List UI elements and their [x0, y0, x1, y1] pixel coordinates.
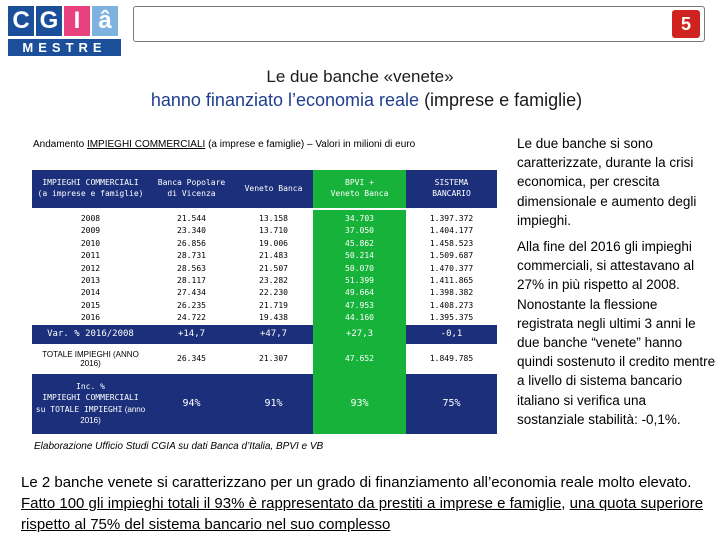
header-combined	[313, 170, 406, 208]
table-cell: 37.050	[345, 226, 374, 236]
table-cell: 21.719	[259, 300, 288, 310]
table-cell: 19.006	[259, 238, 288, 248]
slide-subtitle	[0, 90, 720, 111]
table-cell: 2012	[80, 263, 101, 273]
source-note: Elaborazione Ufficio Studi CGIA su dati Banca d’Italia, BPVI e VB	[34, 441, 324, 452]
header-veneto-banca	[234, 170, 313, 208]
combined-column	[313, 210, 406, 325]
table-cell: 26.235	[177, 300, 206, 310]
logo-letter-g: G	[36, 6, 62, 36]
incidence-veneto-banca: 91%	[234, 374, 313, 434]
logo-subtitle: MESTRE	[8, 39, 121, 56]
header-sistema	[406, 170, 497, 208]
totale-row	[32, 344, 497, 374]
subtitle-rest: (imprese e famiglie)	[419, 90, 583, 110]
caption-suffix: (a imprese e famiglie) – Valori in milioni di euro	[205, 139, 416, 150]
variation-sistema: -0,1	[406, 325, 497, 344]
header-label	[32, 170, 149, 208]
table-cell: 34.703	[345, 214, 374, 223]
table-cell: 2008	[80, 214, 101, 223]
table-cell: 23.340	[177, 226, 206, 236]
table-cell: 28.563	[177, 263, 206, 273]
table-data-row	[32, 210, 497, 325]
veneto-banca-column	[234, 210, 313, 325]
header-sistema-line2: BANCARIO	[432, 189, 471, 198]
table-cell: 1.411.865	[429, 276, 474, 286]
table-cell: 2011	[80, 251, 101, 261]
logo-letter-a: â	[92, 6, 118, 36]
header-bar	[133, 6, 705, 42]
table-cell: 1.458.523	[429, 238, 474, 248]
page-number-badge: 5	[672, 10, 700, 38]
table-cell: 13.710	[259, 226, 288, 236]
incidence-line3-small: (anno 2016)	[80, 404, 146, 425]
table-cell: 2010	[80, 238, 101, 248]
table-cell: 13.158	[259, 214, 288, 223]
table-cell: 1.404.177	[429, 226, 474, 236]
table-cell: 49.664	[345, 288, 374, 298]
table-cell: 24.722	[177, 313, 206, 323]
table-cell: 50.070	[345, 263, 374, 273]
header-veneto-banca-text: Veneto Banca	[244, 183, 303, 193]
totale-combined: 47.652	[313, 344, 406, 374]
table-cell: 23.282	[259, 276, 288, 286]
table-cell: 28.117	[177, 276, 206, 286]
variation-veneto-banca: +47,7	[234, 325, 313, 344]
incidence-line2: IMPIEGHI COMMERCIALI	[42, 393, 139, 403]
header-combined-line1: BPVI +	[345, 178, 374, 188]
table-cell: 21.507	[259, 263, 288, 273]
incidence-combined: 93%	[313, 374, 406, 434]
sistema-column	[406, 210, 497, 325]
table-cell: 2015	[80, 300, 101, 310]
logo-letter-c: C	[8, 6, 34, 36]
table-cell: 47.953	[345, 300, 374, 310]
table-cell: 21.483	[259, 251, 288, 261]
table-cell: 28.731	[177, 251, 206, 261]
variation-bpvi: +14,7	[149, 325, 234, 344]
bottom-part1: Le 2 banche venete si caratterizzano per un grado di finanziamento all’economia reale molto elevato.	[21, 474, 692, 491]
bpvi-column	[149, 210, 234, 325]
variation-label: Var. % 2016/2008	[32, 325, 149, 344]
table-cell: 1.398.382	[429, 288, 474, 298]
incidence-line3-main: su TOTALE IMPIEGHI	[35, 404, 123, 414]
years-column	[32, 210, 149, 325]
variation-combined: +27,3	[313, 325, 406, 344]
impieghi-table	[32, 170, 497, 434]
table-cell: 1.509.687	[429, 251, 474, 261]
totale-label: TOTALE IMPIEGHI (ANNO 2016)	[42, 349, 139, 368]
table-cell: 2016	[80, 313, 101, 323]
bottom-conclusion	[21, 472, 711, 535]
variation-row	[32, 325, 497, 344]
subtitle-highlight: hanno finanziato l’economia reale	[150, 90, 420, 110]
bottom-part4: una quota superiore rispetto al 75% del sistema bancario nel suo complesso	[21, 495, 704, 533]
header-bpvi-line1: Banca Popolare	[157, 178, 226, 188]
slide-title: Le due banche «venete»	[266, 67, 454, 86]
logo-letter-i: I	[64, 6, 90, 36]
totale-sistema: 1.849.785	[429, 354, 474, 364]
incidence-line1: Inc. %	[76, 382, 105, 392]
bottom-part3: ,	[561, 495, 570, 512]
table-cell: 44.160	[345, 313, 374, 323]
header-label-line2: (a imprese e famiglie)	[37, 189, 144, 198]
table-cell: 21.544	[177, 214, 206, 223]
side-commentary	[517, 134, 717, 429]
incidence-row	[32, 374, 497, 434]
incidence-line3	[32, 404, 149, 426]
header-label-line1: IMPIEGHI COMMERCIALI	[42, 178, 139, 188]
caption-underlined: IMPIEGHI COMMERCIALI	[86, 139, 206, 150]
incidence-bpvi: 94%	[149, 374, 234, 434]
header-combined-line2: Veneto Banca	[330, 189, 389, 198]
table-cell: 45.862	[345, 238, 374, 248]
table-cell: 1.408.273	[429, 300, 474, 310]
side-paragraph-1: Le due banche si sono caratterizzate, durante la crisi economica, per crescita dimensionale e aumento degli impieghi.	[517, 136, 697, 228]
side-paragraph-2: Alla fine del 2016 gli impieghi commerciali, si attestavano al 27% in più rispetto al 2008. Nonostante la flessione registrata negli ultimi 3 anni le due banche “venete” hanno quindi sostenuto il credito mentre a livello di sistema bancario italiano si verifica una sostanziale stabilità: -0,1%.	[517, 239, 716, 427]
header-bpvi-line2: di Vicenza	[167, 189, 216, 198]
table-cell: 19.438	[259, 313, 288, 323]
table-cell: 2009	[80, 226, 101, 236]
table-cell: 50.214	[345, 251, 374, 261]
totale-veneto-banca: 21.307	[259, 354, 288, 364]
table-cell: 27.434	[177, 288, 206, 298]
table-cell: 1.395.375	[429, 313, 474, 323]
table-cell: 51.399	[345, 276, 374, 286]
incidence-sistema: 75%	[406, 374, 497, 434]
table-cell: 22.230	[259, 288, 288, 298]
table-cell: 1.397.372	[429, 214, 474, 223]
bottom-part2: Fatto 100 gli impieghi totali il 93% è rappresentato da prestiti a imprese e famiglie	[21, 495, 562, 512]
table-cell: 26.856	[177, 238, 206, 248]
cgia-logo	[8, 6, 121, 56]
header-sistema-line1: SISTEMA	[434, 178, 469, 188]
table-header-row	[32, 170, 497, 208]
totale-bpvi: 26.345	[177, 354, 206, 364]
table-cell: 2013	[80, 276, 101, 286]
header-bpvi	[149, 170, 234, 208]
incidence-label	[32, 374, 149, 434]
table-cell: 1.470.377	[429, 263, 474, 273]
table-cell: 2014	[80, 288, 101, 298]
table-caption	[33, 139, 415, 150]
caption-prefix: Andamento	[33, 139, 87, 150]
logo-letters	[8, 6, 121, 36]
